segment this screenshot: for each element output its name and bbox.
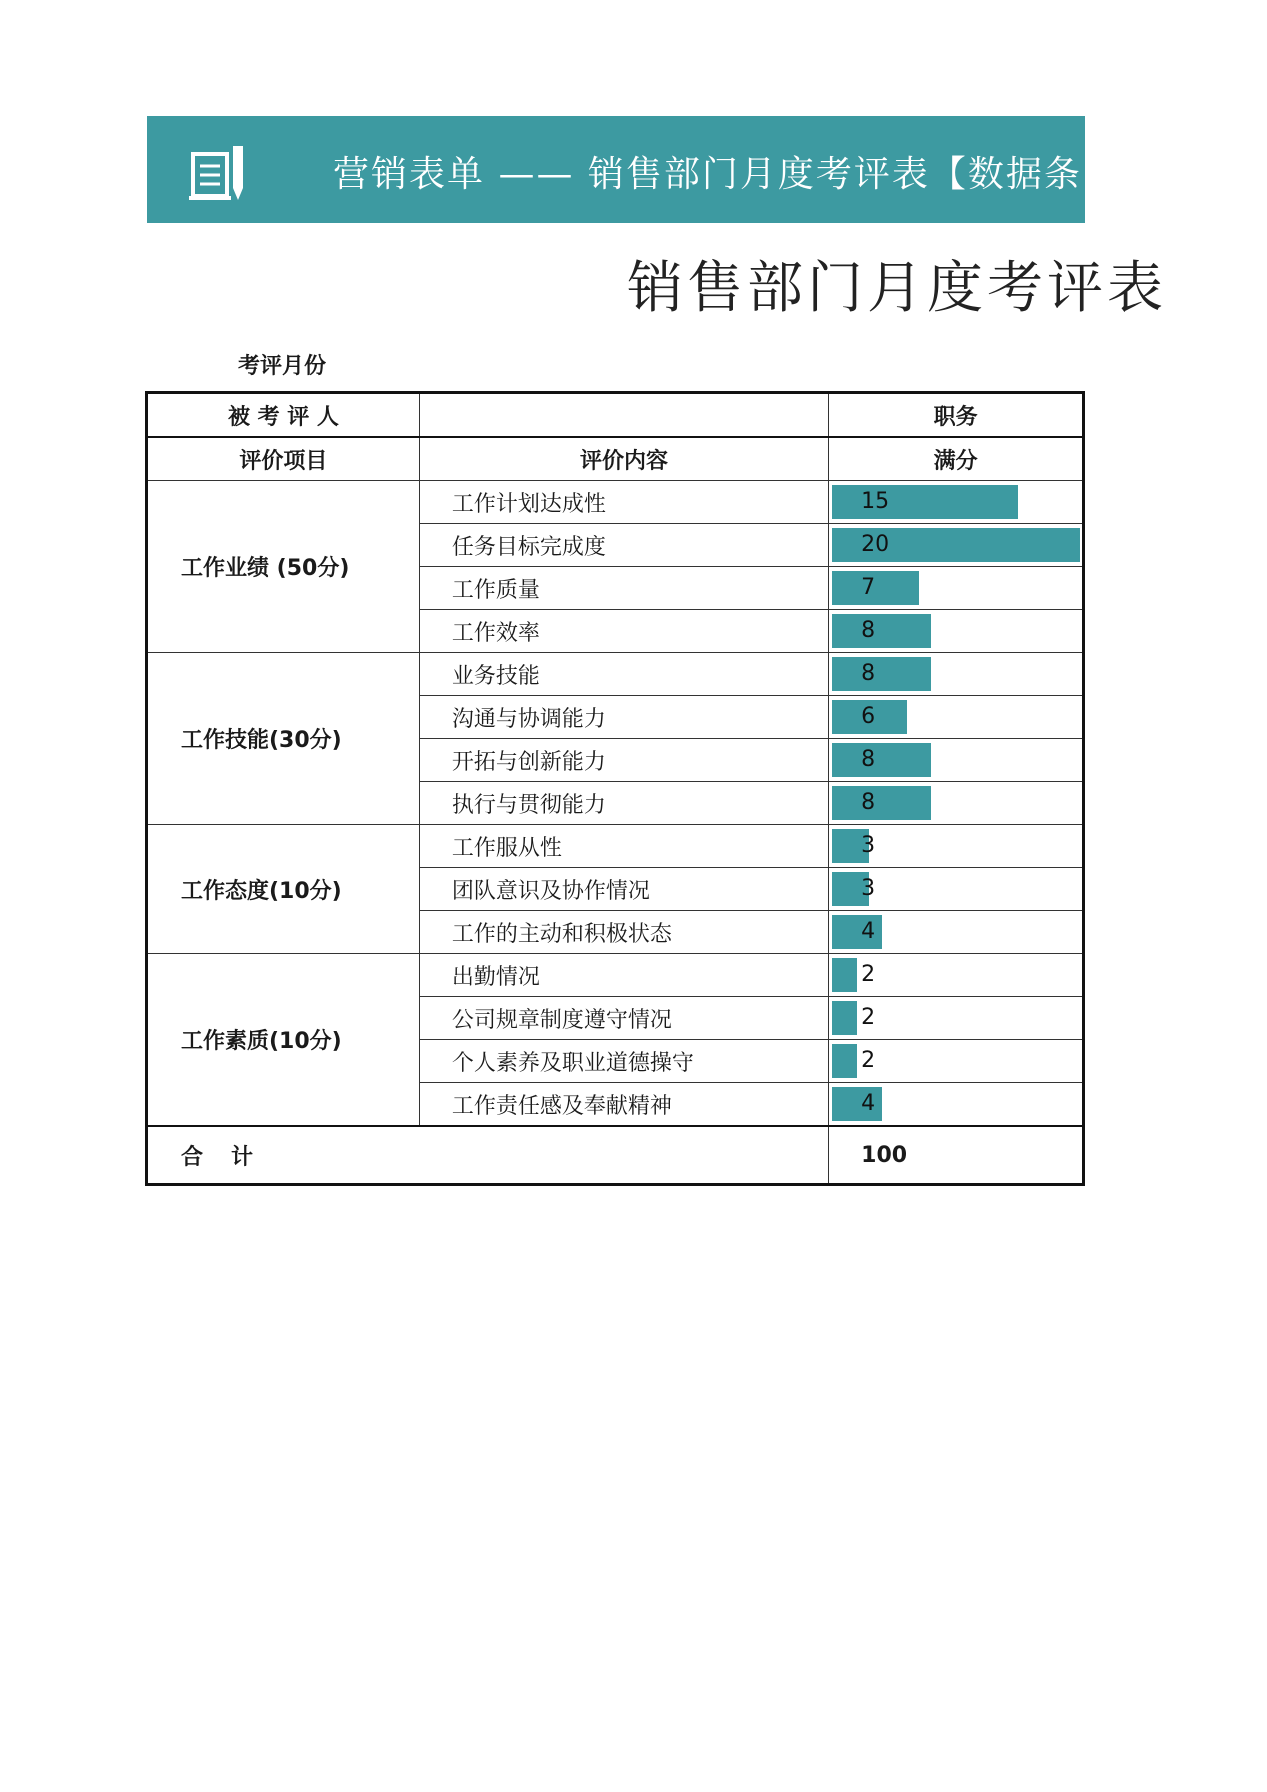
column-header-item: 评价项目 [147, 437, 420, 481]
item-label: 沟通与协调能力 [419, 696, 828, 739]
header-row-reviewee [147, 393, 1084, 438]
score-data-bar [832, 485, 1018, 519]
item-label: 工作效率 [419, 610, 828, 653]
score-value: 20 [861, 532, 890, 557]
score-cell [829, 911, 1084, 954]
item-label: 工作责任感及奉献精神 [419, 1083, 828, 1127]
document-title-area [147, 244, 1167, 321]
score-data-bar [832, 657, 931, 691]
score-cell [829, 997, 1084, 1040]
score-cell [829, 868, 1084, 911]
total-label: 合计 [147, 1126, 829, 1185]
score-cell [829, 524, 1084, 567]
score-cell [829, 481, 1084, 524]
column-header-score: 满分 [829, 437, 1084, 481]
item-label: 团队意识及协作情况 [419, 868, 828, 911]
item-label: 工作服从性 [419, 825, 828, 868]
table-row [147, 481, 1084, 524]
item-label: 执行与贯彻能力 [419, 782, 828, 825]
header-row-columns [147, 437, 1084, 481]
score-cell [829, 954, 1084, 997]
score-data-bar [832, 743, 931, 777]
score-cell [829, 567, 1084, 610]
score-value: 7 [861, 575, 876, 600]
score-value: 8 [861, 747, 876, 772]
item-label: 工作质量 [419, 567, 828, 610]
score-cell [829, 825, 1084, 868]
item-label: 工作计划达成性 [419, 481, 828, 524]
score-cell [829, 782, 1084, 825]
item-label: 工作的主动和积极状态 [419, 911, 828, 954]
document-title: 销售部门月度考评表 [627, 256, 1167, 321]
position-label: 职务 [829, 393, 1084, 438]
score-value: 2 [861, 1005, 876, 1030]
table-row [147, 653, 1084, 696]
score-data-bar [832, 1001, 857, 1035]
score-data-bar [832, 1044, 857, 1078]
score-data-bar [832, 614, 931, 648]
banner-title: 营销表单 —— 销售部门月度考评表【数据条 [333, 154, 1082, 195]
review-month-label: 考评月份 [238, 354, 327, 379]
item-label: 公司规章制度遵守情况 [419, 997, 828, 1040]
score-data-bar [832, 571, 919, 605]
score-value: 8 [861, 661, 876, 686]
reviewee-label: 被 考 评 人 [147, 393, 420, 438]
score-value: 6 [861, 704, 876, 729]
score-cell [829, 653, 1084, 696]
score-value: 3 [861, 833, 876, 858]
category-label: 工作素质(10分) [147, 954, 420, 1127]
score-value: 8 [861, 618, 876, 643]
score-value: 2 [861, 1048, 876, 1073]
score-value: 15 [861, 489, 890, 514]
item-label: 出勤情况 [419, 954, 828, 997]
score-data-bar [832, 958, 857, 992]
document-pen-icon [187, 142, 249, 204]
score-cell [829, 696, 1084, 739]
score-value: 4 [861, 1091, 876, 1116]
total-row [147, 1126, 1084, 1185]
score-value: 3 [861, 876, 876, 901]
item-label: 业务技能 [419, 653, 828, 696]
evaluation-table [145, 391, 1085, 1186]
table-row [147, 954, 1084, 997]
reviewee-value-cell[interactable] [419, 393, 828, 438]
score-value: 8 [861, 790, 876, 815]
item-label: 任务目标完成度 [419, 524, 828, 567]
category-label: 工作态度(10分) [147, 825, 420, 954]
header-banner [147, 116, 1085, 223]
score-value: 2 [861, 962, 876, 987]
score-value: 4 [861, 919, 876, 944]
score-cell [829, 1083, 1084, 1127]
total-value: 100 [829, 1126, 1084, 1185]
category-label: 工作业绩 (50分) [147, 481, 420, 653]
column-header-content: 评价内容 [419, 437, 828, 481]
category-label: 工作技能(30分) [147, 653, 420, 825]
score-cell [829, 610, 1084, 653]
item-label: 开拓与创新能力 [419, 739, 828, 782]
table-row [147, 825, 1084, 868]
score-cell [829, 739, 1084, 782]
score-data-bar [832, 786, 931, 820]
item-label: 个人素养及职业道德操守 [419, 1040, 828, 1083]
score-cell [829, 1040, 1084, 1083]
